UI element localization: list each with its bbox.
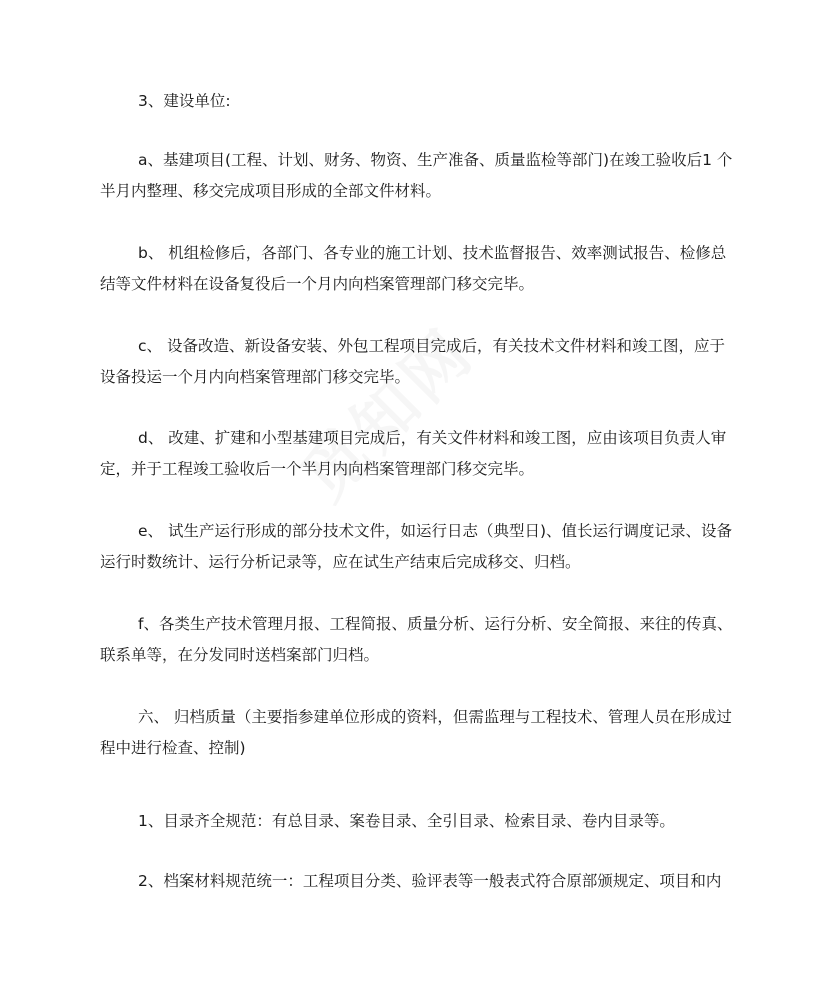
paragraph-item-e: e、 试生产运行形成的部分技术文件，如运行日志（典型日)、值长运行调度记录、设备运行时数统计、运行分析记录等，应在试生产结束后完成移交、归档。: [100, 522, 733, 571]
watermark: [278, 283, 533, 538]
paragraph-item-d: d、 改建、扩建和小型基建项目完成后，有关文件材料和竣工图，应由该项目负责人审定，并于工程竣工验收后一个半月内向档案管理部门移交完毕。: [100, 429, 727, 478]
paragraph-item-c: c、 设备改造、新设备安装、外包工程项目完成后，有关技术文件材料和竣工图，应于设备投运一个月内向档案管理部门移交完毕。: [100, 337, 725, 386]
paragraph-item-1: 1、目录齐全规范：有总目录、案卷目录、全引目录、检索目录、卷内目录等。: [138, 812, 675, 830]
paragraph-section-six: 六、 归档质量（主要指参建单位形成的资料，但需监理与工程技术、管理人员在形成过程中进行检查、控制): [100, 708, 732, 757]
paragraph-item-2: 2、档案材料规范统一：工程项目分类、验评表等一般表式符合原部颁规定、项目和内: [138, 872, 722, 890]
paragraph-item-f: f、各类生产技术管理月报、工程简报、质量分析、运行分析、安全简报、来往的传真、联系单等，在分发同时送档案部门归档。: [100, 615, 733, 664]
paragraph-construction-unit-heading: 3、建设单位:: [138, 92, 231, 110]
paragraph-item-a: a、基建项目(工程、计划、财务、物资、生产准备、质量监检等部门)在竣工验收后1 个半月内整理、移交完成项目形成的全部文件材料。: [100, 151, 733, 200]
paragraph-item-b: b、 机组检修后，各部门、各专业的施工计划、技术监督报告、效率测试报告、检修总结等文件材料在设备复役后一个月内向档案管理部门移交完毕。: [100, 244, 727, 293]
